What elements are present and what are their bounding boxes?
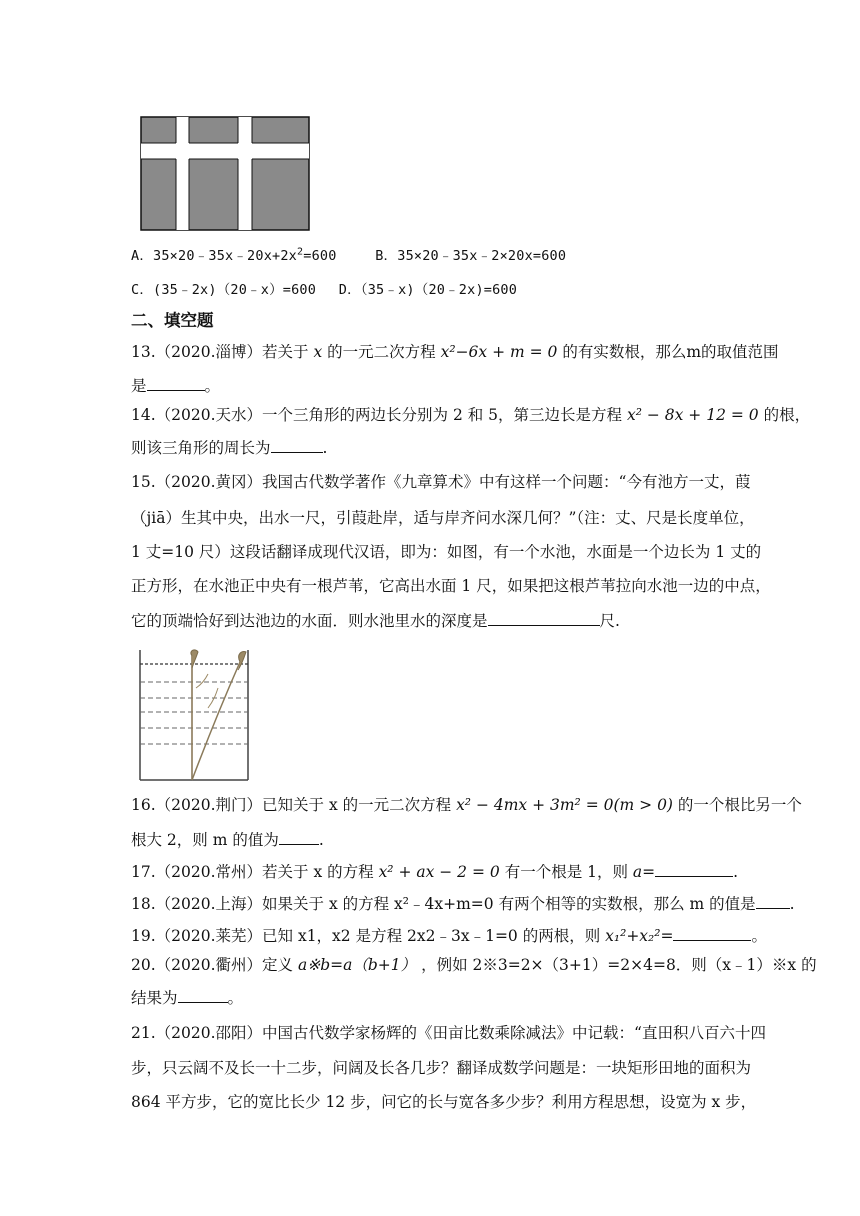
reed-top-bent <box>238 651 246 670</box>
equation-20: a※b=a（b+1） <box>297 956 417 974</box>
question-15-line-3: 1 丈=10 尺）这段话翻译成现代汉语，即为：如图，有一个水池，水面是一个边长为 1 丈的 <box>131 543 762 561</box>
question-15-line-4: 正方形，在水池正中央有一根芦苇，它高出水面 1 尺，如果把这根芦苇拉向水池一边的中点， <box>131 577 771 595</box>
answer-blank-17[interactable] <box>655 860 733 877</box>
option-d: D．（35﹣x)（20﹣2x)=600 <box>338 282 518 298</box>
answer-blank-16[interactable] <box>279 828 319 845</box>
section-title: 二、填空题 <box>131 311 214 330</box>
question-19: 19.（2020.莱芜）已知 x1，x2 是方程 2x2﹣3x﹣1=0 的两根，则 x₁²+x₂²= 。 <box>131 924 767 947</box>
answer-blank-19[interactable] <box>673 924 751 941</box>
question-15-line-5: 它的顶端恰好到达池边的水面．则水池里水的深度是 尺. <box>131 609 620 632</box>
question-15-line-1: 15.（2020.黄冈）我国古代数学著作《九章算术》中有这样一个问题：“今有池方一丈，葭 <box>131 473 751 491</box>
question-17: 17.（2020.常州）若关于 x 的方程 x² + ax − 2 = 0 有一个根是 1，则 a= . <box>131 860 738 883</box>
answer-blank-13[interactable] <box>147 374 205 391</box>
question-20-line-1: 20.（2020.衢州）定义 a※b=a（b+1） ，例如 2※3=2×（3+1）=2×4=8．则（x﹣1）※x 的 <box>131 956 817 974</box>
option-row-ab <box>131 245 566 267</box>
question-13-line-1: 13.（2020.淄博）若关于 x 的一元二次方程 x²−6x + m = 0 的有实数根，那么m的取值范围 <box>131 343 779 361</box>
option-c: C．(35﹣2x)（20﹣x）=600 <box>131 282 317 298</box>
option-b: B．35×20﹣35x﹣2×20x=600 <box>375 248 567 264</box>
equation-19: x₁²+x₂²= <box>605 927 674 945</box>
question-16-line-1: 16.（2020.荆门）已知关于 x 的一元二次方程 x² − 4mx + 3m² = 0(m > 0) 的一个根比另一个 <box>131 796 802 814</box>
field-roads-figure <box>140 116 310 231</box>
question-13-line-2: 是 。 <box>131 374 220 397</box>
answer-blank-15[interactable] <box>488 609 600 626</box>
equation-14: x² − 8x + 12 = 0 <box>626 406 759 424</box>
answer-blank-18[interactable] <box>756 892 790 909</box>
equation-17: x² + ax − 2 = 0 <box>378 863 500 881</box>
question-14-line-2: 则该三角形的周长为 . <box>131 436 327 459</box>
option-a: A．$35\times 20﹣35x﹣20x+2x^2=600$ <box>131 246 337 264</box>
question-14-line-1: 14.（2020.天水）一个三角形的两边长分别为 2 和 5，第三边长是方程 x² − 8x + 12 = 0 的根， <box>131 406 811 424</box>
answer-blank-14[interactable] <box>271 436 323 453</box>
vertical-road-left <box>176 117 189 230</box>
answer-blank-20[interactable] <box>178 986 228 1003</box>
question-20-line-2: 结果为 。 <box>131 986 243 1009</box>
question-16-line-2: 根大 2，则 m 的值为 . <box>131 828 324 851</box>
question-18: 18.（2020.上海）如果关于 x 的方程 x²﹣4x+m=0 有两个相等的实数根，那么 m 的值是 . <box>131 892 795 915</box>
equation-13: x²−6x + m = 0 <box>440 343 558 361</box>
horizontal-road <box>141 143 309 159</box>
question-21-line-1: 21.（2020.邵阳）中国古代数学家杨辉的《田亩比数乘除减法》中记载：“直田积八百六十四 <box>131 1024 766 1042</box>
question-21-line-3: 864 平方步，它的宽比长少 12 步，问它的长与宽各多少步？利用方程思想，设宽为 x 步， <box>131 1093 757 1111</box>
question-21-line-2: 步，只云阔不及长一十二步，问阔及长各几步？翻译成数学问题是：一块矩形田地的面积为 <box>131 1059 752 1077</box>
question-15-line-2: （jiā）生其中央，出水一尺，引葭赴岸，适与岸齐问水深几何？”（注：丈、尺是长度单位， <box>131 509 755 527</box>
pond-reed-figure <box>136 648 252 782</box>
field-block <box>141 117 309 230</box>
vertical-road-right <box>238 117 252 230</box>
reed-bent <box>192 662 240 780</box>
equation-16: x² − 4mx + 3m² = 0(m > 0) <box>456 796 673 814</box>
option-row-cd <box>131 279 517 301</box>
